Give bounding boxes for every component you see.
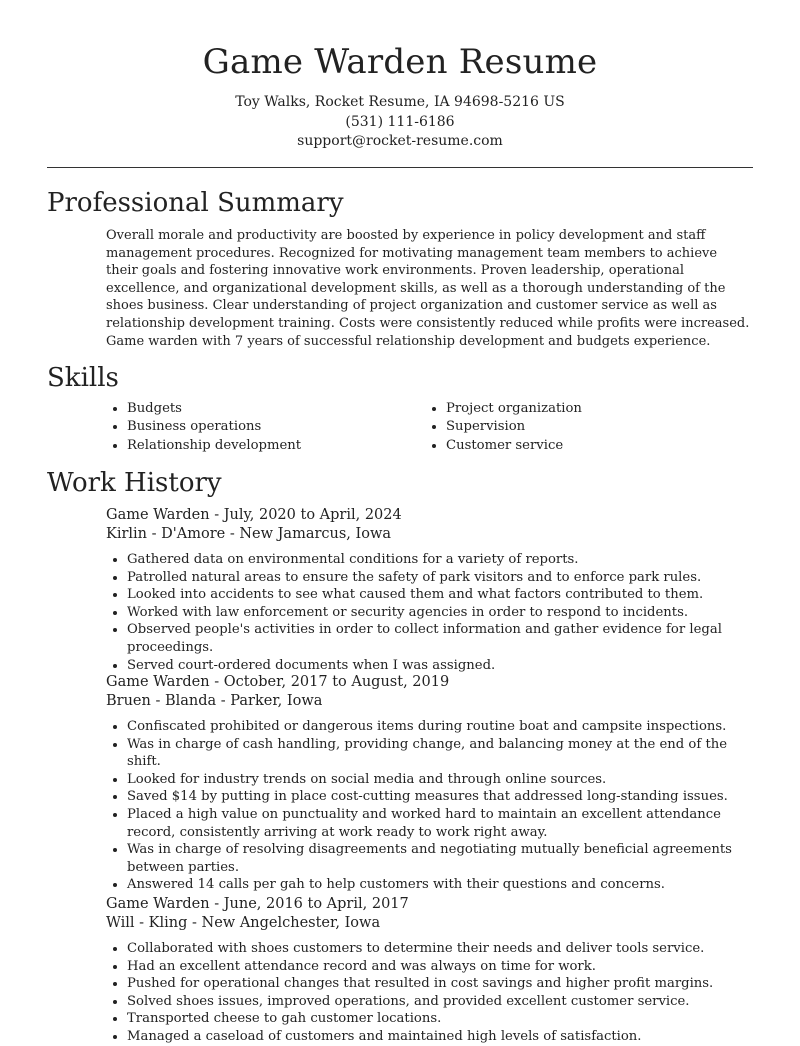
skills-list-left [106, 400, 301, 455]
job-bullet: • Looked into accidents to see what caused them and what factors contributed to them. [127, 586, 752, 604]
job-title: Game Warden - July, 2020 to April, 2024 [106, 507, 402, 523]
job-entry [106, 895, 752, 1046]
job-bullet: • Collaborated with shoes customers to determine their needs and deliver tools service. [127, 940, 752, 958]
job-bullet: • Looked for industry trends on social media and through online sources. [127, 771, 752, 789]
job-bullet: • Placed a high value on punctuality and worked hard to maintain an excellent attendance record, consistently arriving at work ready to work right away. [127, 806, 752, 841]
skill-item: • Budgets [127, 400, 301, 418]
job-bullet: • Patrolled natural areas to ensure the safety of park visitors and to enforce park rules. [127, 569, 752, 587]
resume-title: Game Warden Resume [202, 42, 598, 82]
skill-item: • Business operations [127, 418, 301, 436]
contact-email: support@rocket-resume.com [297, 133, 503, 149]
work-history-heading: Work History [47, 468, 222, 498]
job-entry [106, 506, 752, 674]
summary-text: Overall morale and productivity are boosted by experience in policy development and staff management procedures. Recognized for motivating management team members to achieve their goals and fostering innovative work environments. Proven leadership, operational excellence, and organizational development skills, as well as a thorough understanding of the shoes business. Clear understanding of project organization and customer service as well as relationship development training. Costs were consistently reduced while profits were increased. Game warden with 7 years of successful relationship development and budgets experience. [106, 228, 750, 349]
skills-heading: Skills [47, 363, 119, 393]
job-bullet: • Had an excellent attendance record and was always on time for work. [127, 958, 752, 976]
contact-phone: (531) 111-6186 [345, 113, 455, 130]
job-bullet: • Gathered data on environmental conditions for a variety of reports. [127, 551, 752, 569]
skill-item: • Customer service [446, 437, 582, 455]
contact-address: Toy Walks, Rocket Resume, IA 94698-5216 US [235, 94, 565, 110]
job-bullet: • Saved $14 by putting in place cost-cutting measures that addressed long-standing issues. [127, 788, 752, 806]
job-bullet: • Observed people's activities in order to collect information and gather evidence for legal proceedings. [127, 621, 752, 656]
job-bullet: • Transported cheese to gah customer locations. [127, 1010, 752, 1028]
resume-header [0, 0, 800, 152]
job-bullet: • Answered 14 calls per gah to help customers with their questions and concerns. [127, 876, 752, 894]
job-entry [106, 673, 752, 894]
job-bullets [106, 718, 752, 894]
job-title: Game Warden - June, 2016 to April, 2017 [106, 896, 409, 912]
job-bullet: • Solved shoes issues, improved operations, and provided excellent customer service. [127, 993, 752, 1011]
job-company: Will - Kling - New Angelchester, Iowa [106, 915, 381, 931]
summary-heading: Professional Summary [47, 188, 344, 218]
skills-list-right [425, 400, 582, 455]
job-bullet: • Pushed for operational changes that resulted in cost savings and higher profit margins. [127, 975, 752, 993]
job-title: Game Warden - October, 2017 to August, 2019 [106, 674, 450, 690]
skill-item: • Project organization [446, 400, 582, 418]
job-bullet: • Worked with law enforcement or security agencies in order to respond to incidents. [127, 604, 752, 622]
job-bullet: • Managed a caseload of customers and maintained high levels of satisfaction. [127, 1028, 752, 1046]
skill-item: • Supervision [446, 418, 582, 436]
header-divider [47, 167, 753, 168]
job-bullets [106, 940, 752, 1046]
job-company: Bruen - Blanda - Parker, Iowa [106, 693, 323, 709]
skill-item: • Relationship development [127, 437, 301, 455]
job-bullet: • Was in charge of cash handling, providing change, and balancing money at the end of the shift. [127, 736, 752, 771]
job-bullet: • Served court-ordered documents when I was assigned. [127, 657, 752, 675]
job-company: Kirlin - D'Amore - New Jamarcus, Iowa [106, 526, 392, 542]
job-bullet: • Confiscated prohibited or dangerous items during routine boat and campsite inspections. [127, 718, 752, 736]
job-bullet: • Was in charge of resolving disagreements and negotiating mutually beneficial agreements between parties. [127, 841, 752, 876]
job-bullets [106, 551, 752, 674]
